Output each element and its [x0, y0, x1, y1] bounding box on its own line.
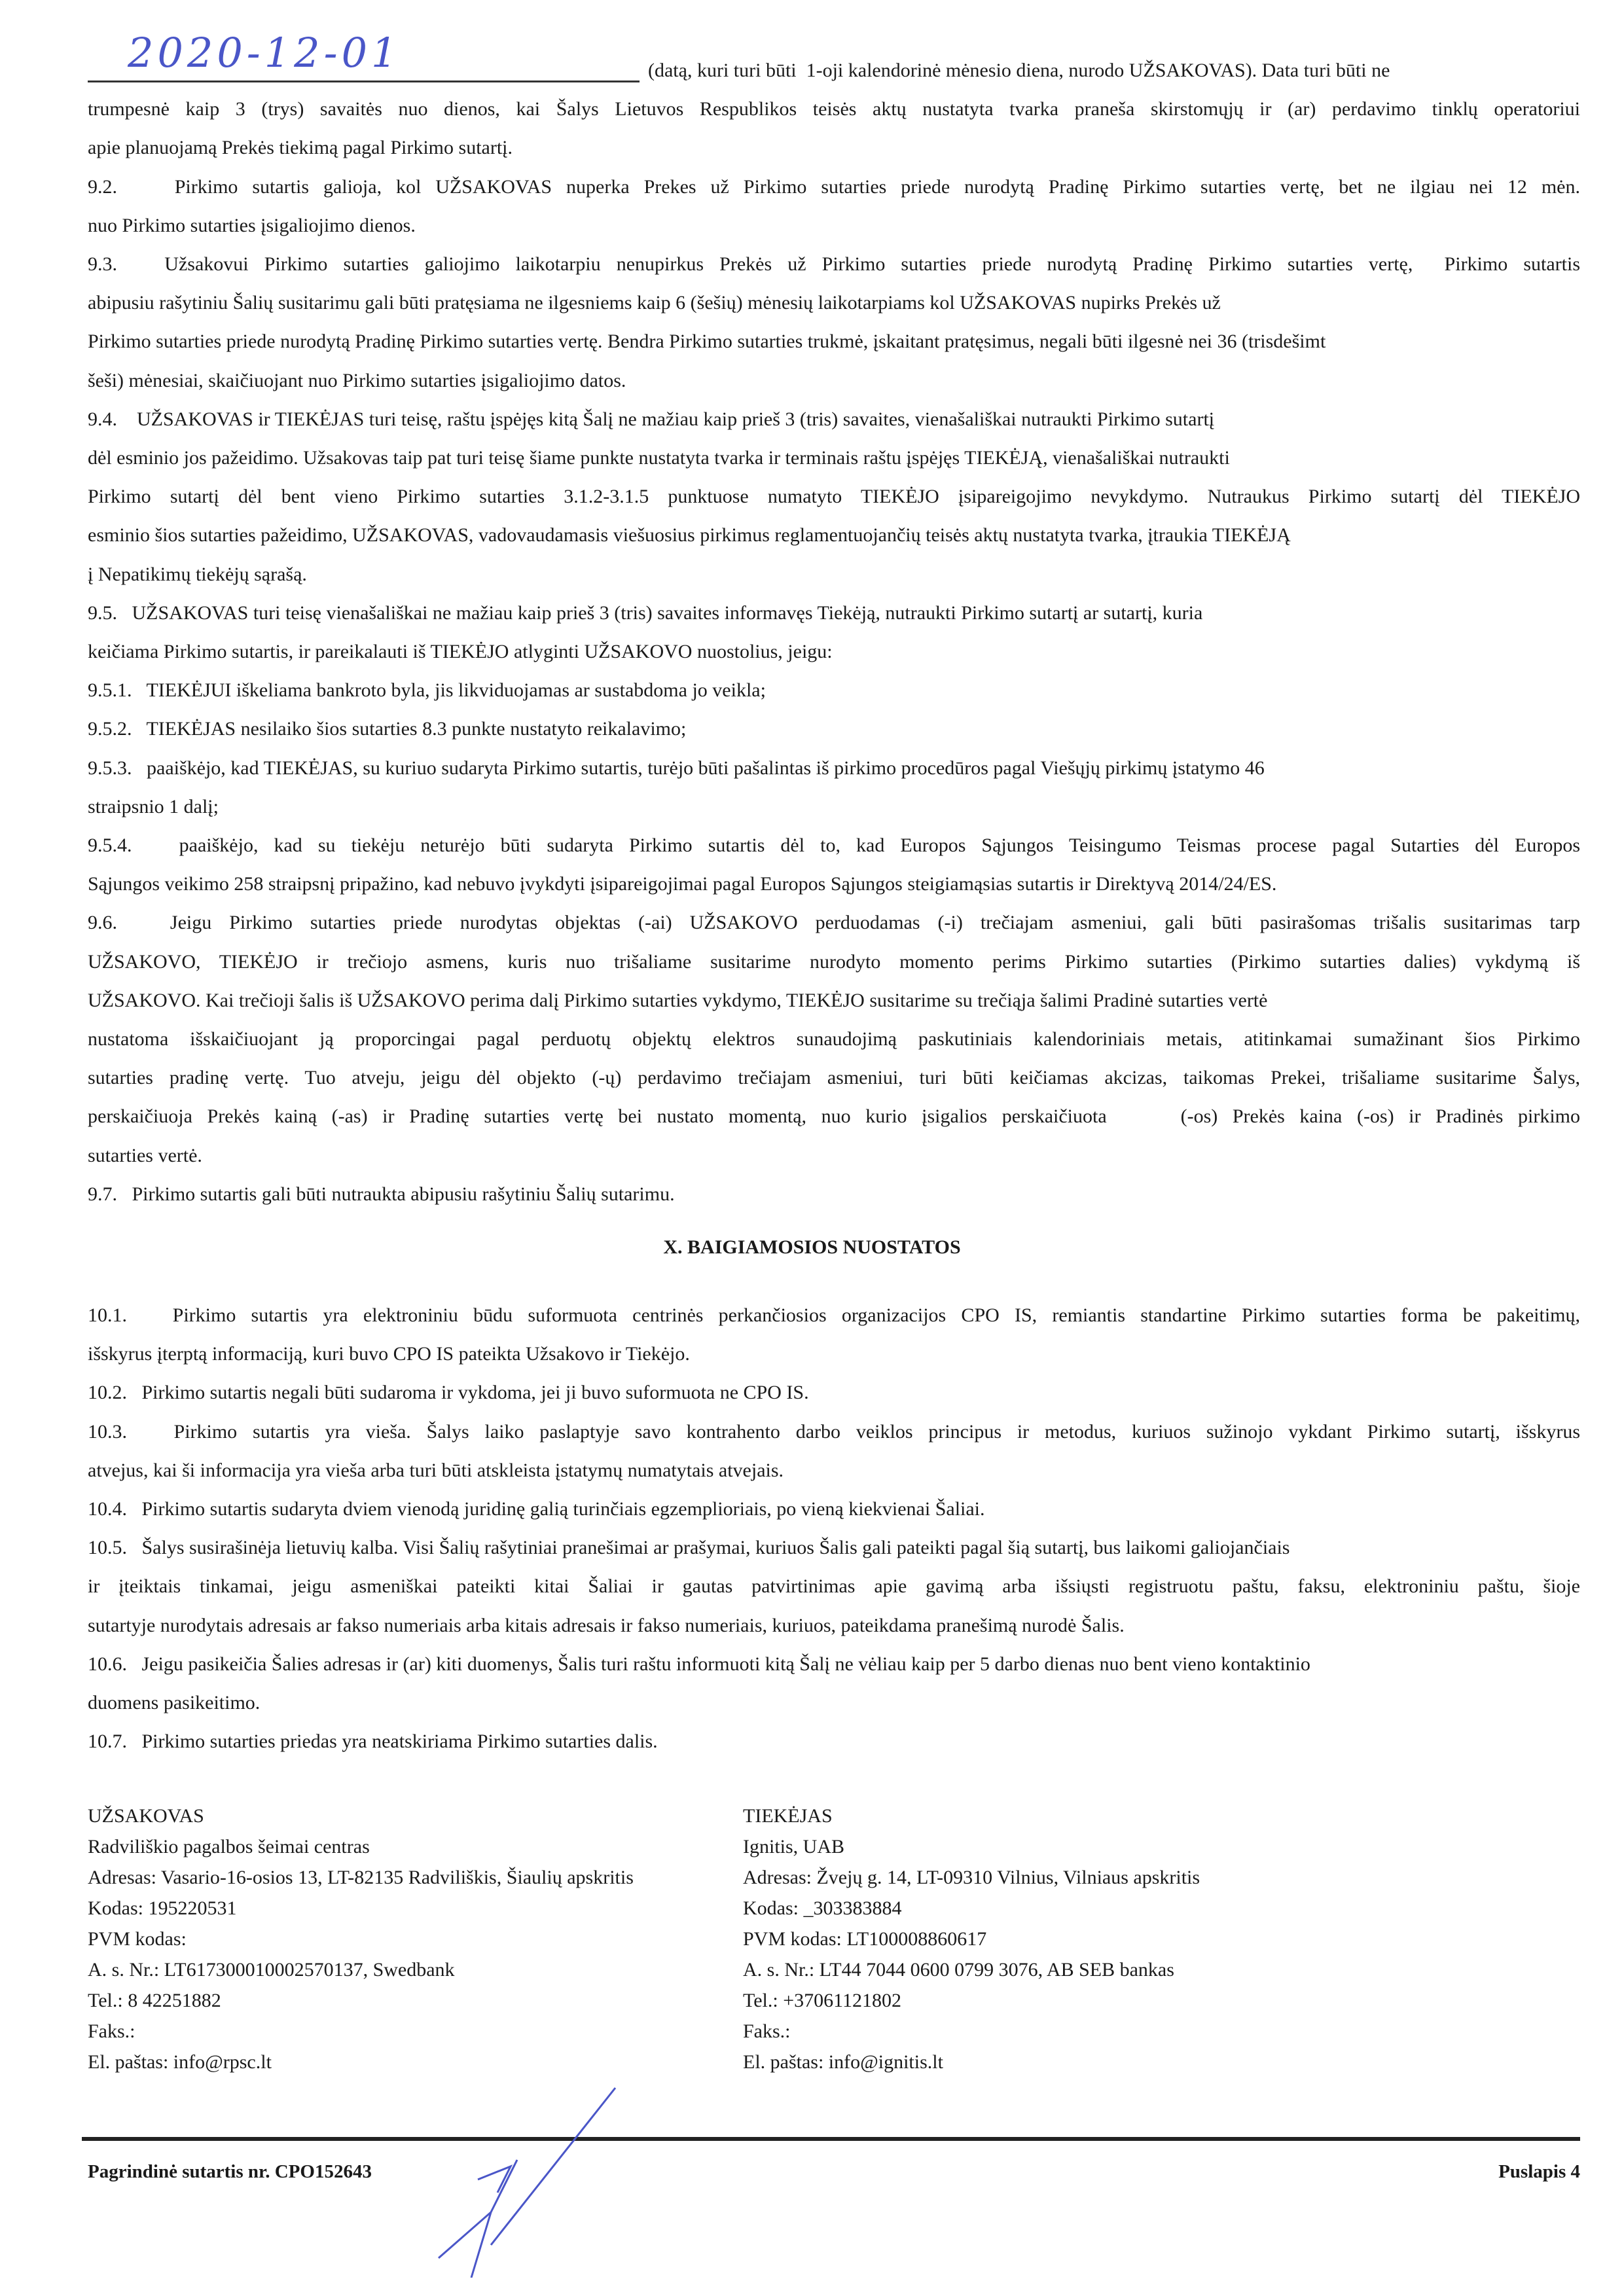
section-9-line: nuo Pirkimo sutarties įsigaliojimo dienos.: [88, 214, 416, 236]
section-10-line: 10.5. Šalys susirašinėja lietuvių kalba. Visi Šalių rašytiniai pranešimai ar prašymai, kuriuos Šalis gali pateikti pagal šią sutartį, bus laikomi galiojančiais: [88, 1537, 1290, 1559]
customer-detail-line: A. s. Nr.: LT617300010002570137, Swedbank: [88, 1959, 455, 1981]
section-9-line: perskaičiuoja Prekės kainą (-as) ir Pradinę sutarties vertę bei nustato momentą, nuo kurio įsigalios perskaičiuota (-os) Prekės kaina (-os) ir Pradinės pirkimo: [88, 1105, 1580, 1128]
section-10-line: duomens pasikeitimo.: [88, 1692, 261, 1713]
section-9-line: šeši) mėnesiai, skaičiuojant nuo Pirkimo sutarties įsigaliojimo datos.: [88, 369, 626, 391]
supplier-detail-line: El. paštas: info@ignitis.lt: [743, 2051, 943, 2073]
section-9-line: Pirkimo sutartį dėl bent vieno Pirkimo sutarties 3.1.2-3.1.5 punktuose numatyto TIEKĖJO įsipareigojimo nevykdymo. Nutraukus Pirkimo sutartį dėl TIEKĖJO: [88, 486, 1580, 508]
section-9-line: (datą, kuri turi būti 1-oji kalendorinė mėnesio diena, nurodo UŽSAKOVAS). Data turi būti ne: [648, 60, 1390, 81]
supplier-detail-line: Faks.:: [743, 2020, 791, 2042]
supplier-detail-line: Tel.: +37061121802: [743, 1990, 902, 2011]
customer-detail-line: Faks.:: [88, 2020, 135, 2042]
footer-page-number: Puslapis 4: [1498, 2161, 1580, 2182]
supplier-detail-line: PVM kodas: LT100008860617: [743, 1928, 987, 1950]
supplier-detail-line: A. s. Nr.: LT44 7044 0600 0799 3076, AB SEB bankas: [743, 1959, 1174, 1981]
section-9-line: 9.5.3. paaiškėjo, kad TIEKĖJAS, su kuriuo sudaryta Pirkimo sutartis, turėjo būti pašalintas iš pirkimo procedūros pagal Viešųjų pirkimų įstatymo 46: [88, 757, 1265, 779]
section-9-line: dėl esminio jos pažeidimo. Užsakovas taip pat turi teisę šiame punkte nustatyta tvarka ir terminais raštu įspėjęs TIEKĖJĄ, vienašališkai nutraukti: [88, 447, 1230, 469]
section-9-line: nustatoma išskaičiuojant ją proporcingai pagal perduotų objektų elektros sunaudojimą paskutiniais kalendoriniais metais, atitinkamai sumažinant šios Pirkimo: [88, 1028, 1580, 1050]
section-9-line: esminio šios sutarties pažeidimo, UŽSAKOVAS, vadovaudamasis viešuosius pirkimus reglamentuojančių teisės aktų nustatyta tvarka, įtraukia TIEKĖJĄ: [88, 524, 1291, 547]
section-10-line: 10.6. Jeigu pasikeičia Šalies adresas ir (ar) kiti duomenys, Šalis turi raštu informuoti kitą Šalį ne vėliau kaip per 5 darbo dienas nuo bent vieno kontaktinio: [88, 1653, 1310, 1675]
section-9-line: sutarties pradinę vertę. Tuo atveju, jeigu dėl objekto (-ų) perdavimo trečiajam asmeniui, turi būti keičiamas akcizas, taikomas Prekei, trišaliame susitarime Šalys,: [88, 1067, 1580, 1089]
section-heading: X. BAIGIAMOSIOS NUOSTATOS: [663, 1236, 961, 1258]
section-10-line: atvejus, kai ši informacija yra vieša arba turi būti atskleista įstatymų numatytais atvejais.: [88, 1459, 784, 1481]
section-9-line: 9.5. UŽSAKOVAS turi teisę vienašališkai ne mažiau kaip prieš 3 (tris) savaites informavęs Tiekėją, nutraukti Pirkimo sutartį ar sutartį, kuria: [88, 601, 1203, 624]
section-9-line: trumpesnė kaip 3 (trys) savaitės nuo dienos, kai Šalys Lietuvos Respublikos teisės aktų nustatyta tvarka praneša skirstomųjų ir (ar) perdavimo tinklų operatoriui: [88, 98, 1580, 120]
section-9-line: Sąjungos veikimo 258 straipsnį pripažino, kad nebuvo įvykdyti įsipareigojimai pagal Europos Sąjungos steigiamąsias sutartis ir Direktyvą 2014/24/ES.: [88, 873, 1277, 895]
supplier-detail-line: Adresas: Žvejų g. 14, LT-09310 Vilnius, Vilniaus apskritis: [743, 1867, 1200, 1888]
section-9-line: UŽSAKOVO, TIEKĖJO ir trečiojo asmens, kuris nuo trišaliame susitarime nurodyto momento perims Pirkimo sutarties (Pirkimo sutarties dalies) vykdymą iš: [88, 950, 1580, 973]
section-9-line: Pirkimo sutarties priede nurodytą Pradinę Pirkimo sutarties vertę. Bendra Pirkimo sutarties trukmė, įskaitant pratęsimus, negali būti ilgesnė nei 36 (trisdešimt: [88, 331, 1326, 353]
section-10-line: 10.4. Pirkimo sutartis sudaryta dviem vienodą juridinę galią turinčiais egzemplioriais, po vieną kiekvienai Šaliai.: [88, 1498, 985, 1520]
footer-contract-number: Pagrindinė sutartis nr. CPO152643: [88, 2161, 372, 2182]
section-9-line: 9.2. Pirkimo sutartis galioja, kol UŽSAKOVAS nuperka Prekes už Pirkimo sutarties priede nurodytą Pradinę Pirkimo sutarties vertę, bet ne ilgiau nei 12 mėn.: [88, 175, 1580, 198]
customer-detail-line: El. paštas: info@rpsc.lt: [88, 2051, 272, 2073]
section-9-line: apie planuojamą Prekės tiekimą pagal Pirkimo sutartį.: [88, 137, 513, 159]
section-9-line: 9.4. UŽSAKOVAS ir TIEKĖJAS turi teisę, raštu įspėjęs kitą Šalį ne mažiau kaip prieš 3 (tris) savaites, vienašališkai nutraukti Pirkimo sutartį: [88, 408, 1215, 430]
customer-detail-line: Radviliškio pagalbos šeimai centras: [88, 1836, 370, 1857]
section-9-line: 9.5.2. TIEKĖJAS nesilaiko šios sutarties 8.3 punkte nustatyto reikalavimo;: [88, 718, 687, 740]
handwritten-date: 2020-12-01: [128, 29, 401, 77]
section-9-line: UŽSAKOVO. Kai trečioji šalis iš UŽSAKOVO perima dalį Pirkimo sutarties vykdymo, TIEKĖJO susitarime su trečiąja šalimi Pradinė sutarties vertė: [88, 989, 1268, 1011]
section-10-line: išskyrus įterptą informaciją, kuri buvo CPO IS pateikta Užsakovo ir Tiekėjo.: [88, 1343, 690, 1365]
section-9-line: 9.7. Pirkimo sutartis gali būti nutraukta abipusiu rašytiniu Šalių sutarimu.: [88, 1183, 675, 1205]
section-9-line: keičiama Pirkimo sutartis, ir pareikalauti iš TIEKĖJO atlyginti UŽSAKOVO nuostolius, jeigu:: [88, 641, 833, 662]
section-9-line: abipusiu rašytiniu Šalių susitarimu gali būti pratęsiama ne ilgesniems kaip 6 (šešių) mėnesių laikotarpiams kol UŽSAKOVAS nupirks Prekės už: [88, 292, 1221, 314]
section-10-line: sutartyje nurodytais adresais ar fakso numeriais arba kitais adresais ir fakso numeriais, kuriuos, pateikdama pranešimą nurodė Šalis.: [88, 1614, 1125, 1636]
supplier-details: [743, 1801, 1200, 2077]
section-10-line: 10.1. Pirkimo sutartis yra elektroniniu būdu suformuota centrinės perkančiosios organizacijos CPO IS, remiantis standartine Pirkimo sutarties forma be pakeitimų,: [88, 1304, 1580, 1326]
customer-detail-line: Kodas: 195220531: [88, 1897, 237, 1919]
customer-detail-line: Tel.: 8 42251882: [88, 1990, 221, 2011]
section-9-line: 9.3. Užsakovui Pirkimo sutarties galiojimo laikotarpiu nenupirkus Prekės už Pirkimo sutarties priede nurodytą Pradinę Pirkimo sutarties vertę, Pirkimo sutartis: [88, 253, 1580, 275]
customer-detail-line: Adresas: Vasario-16-osios 13, LT-82135 Radviliškis, Šiaulių apskritis: [88, 1867, 634, 1888]
section-10-line: 10.2. Pirkimo sutartis negali būti sudaroma ir vykdoma, jei ji buvo suformuota ne CPO IS.: [88, 1382, 809, 1404]
section-10-line: 10.3. Pirkimo sutartis yra vieša. Šalys laiko paslaptyje savo kontrahento darbo veiklos principus ir metodus, kuriuos sužinojo vykdant Pirkimo sutartį, išskyrus: [88, 1420, 1580, 1443]
section-9-line: į Nepatikimų tiekėjų sąrašą.: [88, 563, 307, 585]
section-10-line: ir įteiktais tinkamai, jeigu asmeniškai pateikti kitai Šaliai ir gautas patvirtinimas apie gavimą arba išsiųsti registruotu paštu, faksu, elektroniniu paštu, šioje: [88, 1575, 1580, 1598]
supplier-detail-line: Ignitis, UAB: [743, 1836, 845, 1857]
footer-divider: [82, 2137, 1580, 2141]
supplier-detail-line: Kodas: _303383884: [743, 1897, 902, 1919]
section-9-line: sutarties vertė.: [88, 1144, 202, 1166]
section-9-line: straipsnio 1 dalį;: [88, 795, 219, 817]
signature: [393, 2081, 628, 2278]
section-9-line: 9.5.4. paaiškėjo, kad su tiekėju neturėjo būti sudaryta Pirkimo sutartis dėl to, kad Europos Sąjungos Teisingumo Teismas procese pagal Sutarties dėl Europos: [88, 834, 1580, 856]
customer-details: [88, 1801, 634, 2077]
date-underline: [88, 81, 640, 82]
customer-detail-line: UŽSAKOVAS: [88, 1805, 204, 1827]
supplier-detail-line: TIEKĖJAS: [743, 1805, 833, 1827]
customer-detail-line: PVM kodas:: [88, 1928, 187, 1950]
section-9-line: 9.5.1. TIEKĖJUI iškeliama bankroto byla, jis likviduojamas ar sustabdoma jo veikla;: [88, 679, 766, 702]
section-10-line: 10.7. Pirkimo sutarties priedas yra neatskiriama Pirkimo sutarties dalis.: [88, 1731, 658, 1753]
section-9-line: 9.6. Jeigu Pirkimo sutarties priede nurodytas objektas (-ai) UŽSAKOVO perduodamas (-i) trečiajam asmeniui, gali būti pasirašomas trišalis susitarimas tarp: [88, 912, 1580, 934]
